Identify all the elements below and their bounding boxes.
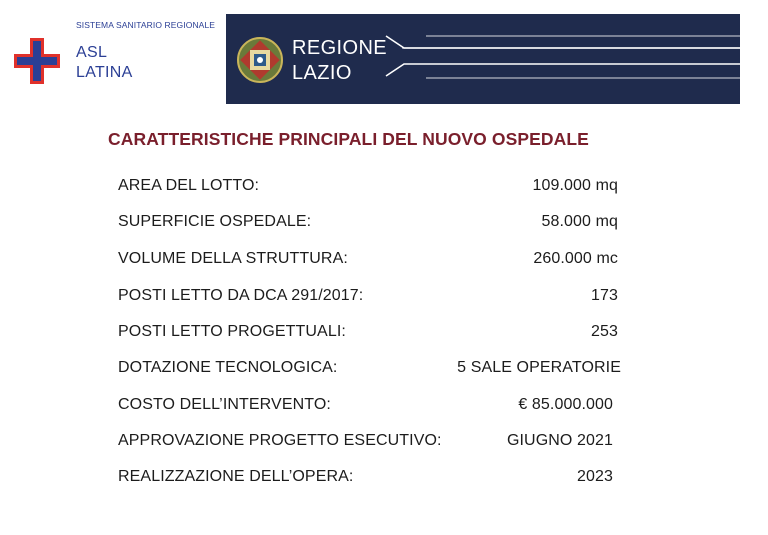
list-item	[0, 213, 768, 237]
row-label: AREA DEL LOTTO:	[118, 177, 260, 194]
list-item	[0, 287, 768, 311]
row-label: POSTI LETTO PROGETTUALI:	[118, 323, 346, 340]
row-value: 253	[591, 323, 618, 340]
row-label: VOLUME DELLA STRUTTURA:	[118, 250, 348, 267]
asl-name-line1: ASL	[76, 44, 108, 61]
row-value: 2023	[577, 468, 613, 485]
regione-line1: REGIONE	[292, 37, 388, 59]
row-label: REALIZZAZIONE DELL’OPERA:	[118, 468, 354, 485]
list-item	[0, 396, 768, 420]
row-value: 173	[591, 287, 618, 304]
row-label: COSTO DELL’INTERVENTO:	[118, 396, 331, 413]
row-value: € 85.000.000	[518, 396, 613, 413]
list-item	[0, 177, 768, 201]
list-item	[0, 359, 768, 383]
list-item	[0, 250, 768, 274]
row-value: 5 SALE OPERATORIE	[457, 359, 621, 376]
row-value: 260.000 mc	[533, 250, 618, 267]
row-value: 109.000 mq	[532, 177, 618, 194]
row-label: POSTI LETTO DA DCA 291/2017:	[118, 287, 364, 304]
row-value: GIUGNO 2021	[506, 432, 613, 449]
row-label: APPROVAZIONE PROGETTO ESECUTIVO:	[118, 432, 442, 449]
page-title: CARATTERISTICHE PRINCIPALI DEL NUOVO OSPEDALE	[108, 129, 589, 149]
list-item	[0, 468, 768, 492]
row-value: 58.000 mq	[541, 213, 618, 230]
regione-line2: LAZIO	[292, 62, 352, 84]
list-item	[0, 432, 768, 456]
asl-caption: SISTEMA SANITARIO REGIONALE	[76, 20, 216, 30]
asl-name-line2: LATINA	[76, 64, 133, 81]
list-item	[0, 323, 768, 347]
row-label: SUPERFICIE OSPEDALE:	[118, 213, 312, 230]
row-label: DOTAZIONE TECNOLOGICA:	[118, 359, 338, 376]
